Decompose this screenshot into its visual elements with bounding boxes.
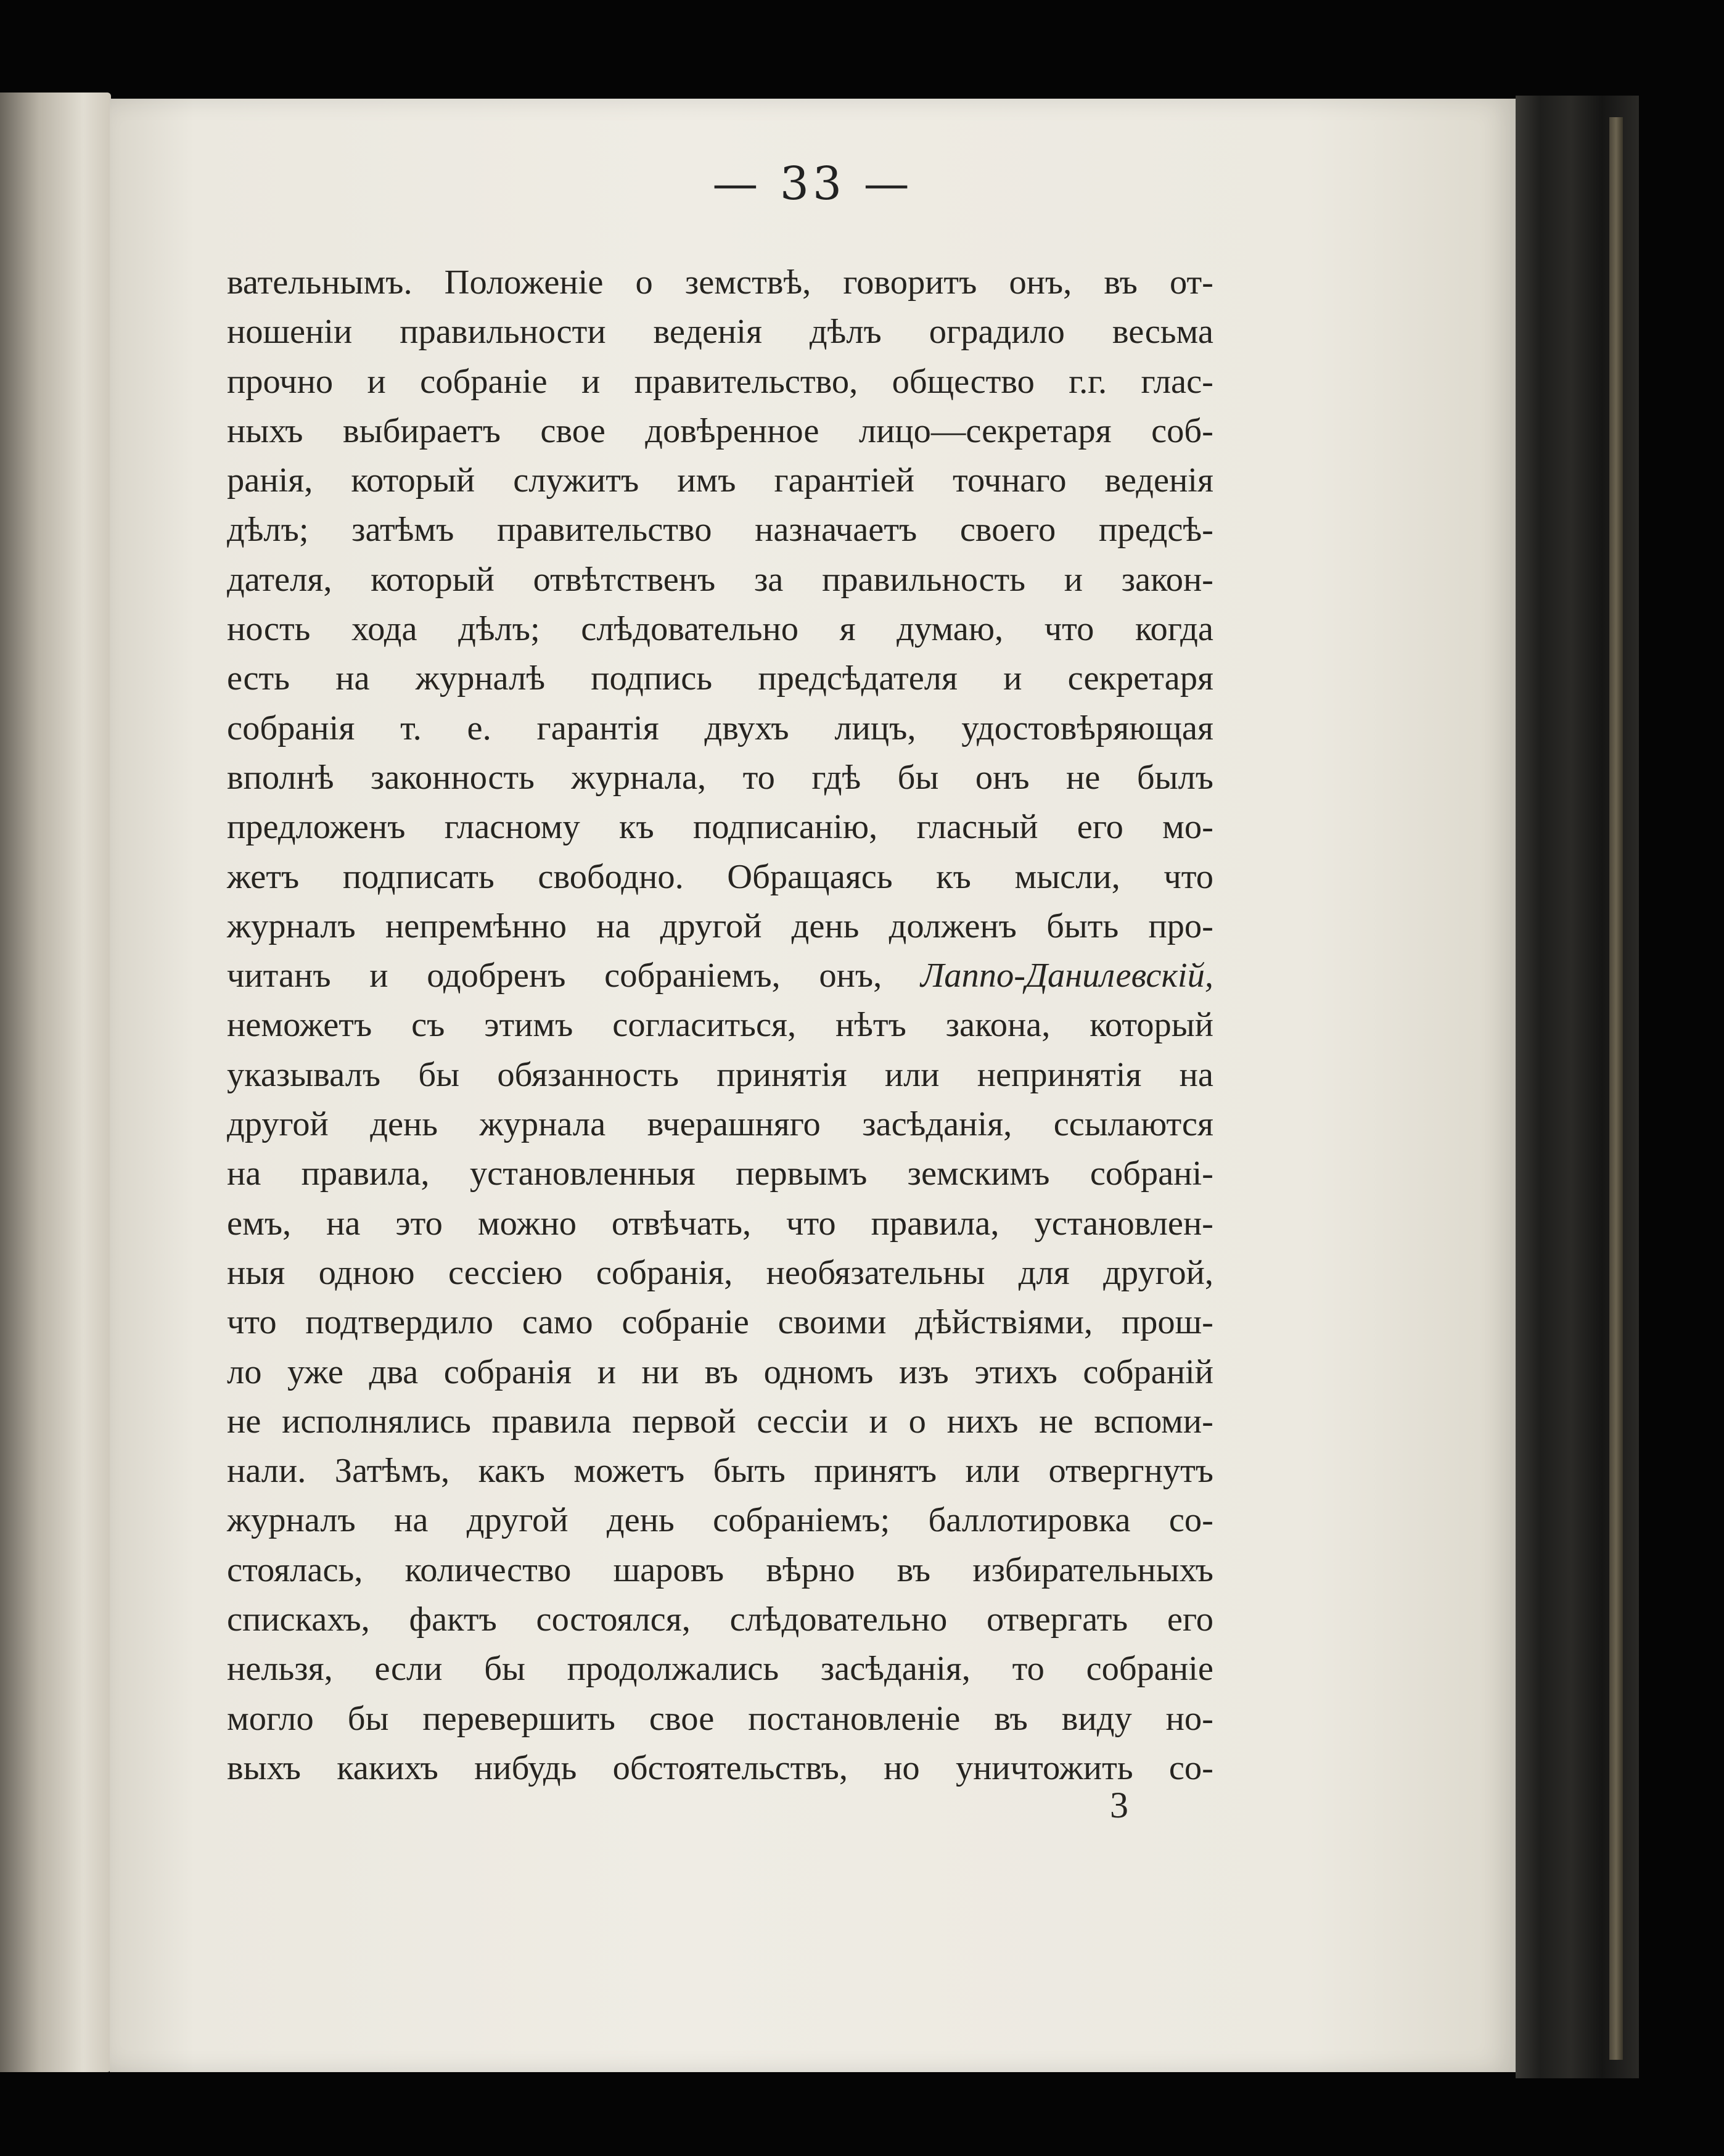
text-line: на правила, установленныя первымъ земскимъ собрані- xyxy=(227,1154,1213,1193)
page-body-text xyxy=(227,258,1213,1793)
text-line: другой день журнала вчерашняго засѣданія, ссылаются xyxy=(227,1105,1213,1144)
text-line: неможетъ съ этимъ согласиться, нѣтъ закона, который xyxy=(227,1006,1213,1045)
italic-person-name: Лаппо-Данилевскій, xyxy=(920,957,1213,995)
text-line: выхъ какихъ нибудь обстоятельствъ, но уничтожить со- xyxy=(227,1748,1213,1787)
text-line: ныя одною сессіею собранія, необязательны для другой, xyxy=(227,1253,1213,1292)
text-line: дателя, который отвѣтственъ за правильность и закон- xyxy=(227,560,1213,599)
text-line: ранія, который служитъ имъ гарантіей точнаго веденія xyxy=(227,461,1213,500)
signature-mark: 3 xyxy=(1110,1785,1128,1825)
text-line: стоялась, количество шаровъ вѣрно въ избирательныхъ xyxy=(227,1550,1213,1589)
text-line: что подтвердило само собраніе своими дѣйствіями, прош- xyxy=(227,1303,1213,1342)
text-line: есть на журналѣ подпись предсѣдателя и секретаря xyxy=(227,659,1213,698)
text-line: ношеніи правильности веденія дѣлъ оградило весьма xyxy=(227,313,1213,352)
text-line: прочно и собраніе и правительство, общество г.г. глас- xyxy=(227,362,1213,401)
text-line: ло уже два собранія и ни въ одномъ изъ этихъ собраній xyxy=(227,1352,1213,1391)
text-line: предложенъ гласному къ подписанію, гласный его мо- xyxy=(227,808,1213,847)
page-number-header: — 33 — xyxy=(712,157,913,210)
text-line: нельзя, если бы продолжались засѣданія, то собраніе xyxy=(227,1650,1213,1689)
text-line: спискахъ, фактъ состоялся, слѣдовательно отвергать его xyxy=(227,1600,1213,1639)
text-line: журналъ на другой день собраніемъ; баллотировка со- xyxy=(227,1501,1213,1540)
text-line: нали. Затѣмъ, какъ можетъ быть принятъ или отвергнутъ xyxy=(227,1452,1213,1491)
text-line: журналъ непремѣнно на другой день долженъ быть про- xyxy=(227,907,1213,945)
text-line: ныхъ выбираетъ свое довѣренное лицо—секретаря соб- xyxy=(227,411,1213,450)
text-line: жетъ подписать свободно. Обращаясь къ мысли, что xyxy=(227,857,1213,896)
text-line: могло бы перевершить свое постановленіе въ виду но- xyxy=(227,1699,1213,1738)
text-line: ность хода дѣлъ; слѣдовательно я думаю, что когда xyxy=(227,610,1213,649)
text-line-start: читанъ и одобренъ собраніемъ, онъ, xyxy=(227,957,882,995)
text-line: указывалъ бы обязанность принятія или непринятія на xyxy=(227,1055,1213,1094)
text-line: не исполнялись правила первой сессіи и о нихъ не вспоми- xyxy=(227,1402,1213,1441)
left-page-edge xyxy=(0,93,111,2072)
text-line-with-name xyxy=(227,951,1213,1000)
cover-edge xyxy=(1609,117,1623,2060)
text-line: собранія т. е. гарантія двухъ лицъ, удостовѣряющая xyxy=(227,709,1213,747)
text-line: емъ, на это можно отвѣчать, что правила, установлен- xyxy=(227,1204,1213,1243)
text-line: дѣлъ; затѣмъ правительство назначаетъ своего предсѣ- xyxy=(227,511,1213,549)
text-line: вательнымъ. Положеніе о земствѣ, говоритъ онъ, въ от- xyxy=(227,263,1213,302)
text-line: вполнѣ законность журнала, то гдѣ бы онъ не былъ xyxy=(227,758,1213,797)
